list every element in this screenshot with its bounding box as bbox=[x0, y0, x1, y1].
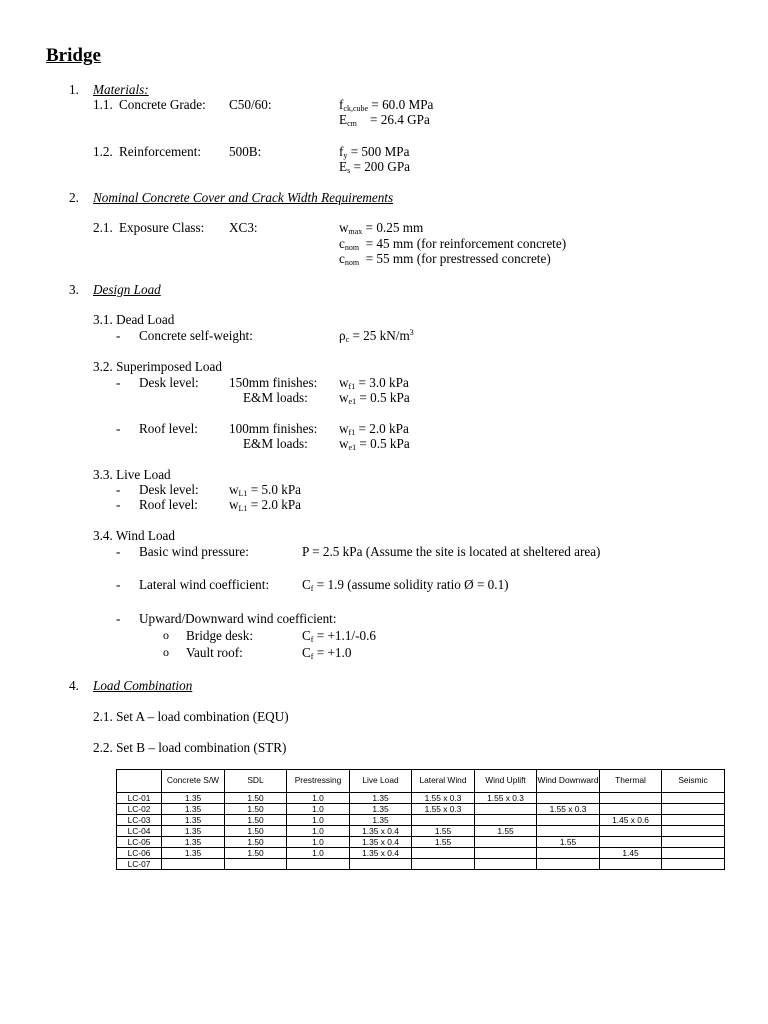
basic-wind-pressure-value: P = 2.5 kPa (Assume the site is located at sheltered area) bbox=[302, 544, 601, 559]
dead-load-heading: 3.1. Dead Load bbox=[93, 312, 175, 327]
section-4-heading: Load Combination bbox=[93, 678, 193, 693]
dash: - bbox=[116, 611, 121, 626]
desk-we-line: $w_{e1} = 0.5$ kPa bbox=[339, 390, 410, 406]
page-title: Bridge bbox=[46, 45, 101, 66]
bullet: o bbox=[163, 628, 169, 642]
live-roof-label: Roof level: bbox=[139, 497, 198, 512]
table-cell bbox=[600, 793, 662, 804]
table-cell bbox=[412, 848, 475, 859]
desk-em-label: E&M loads: bbox=[243, 390, 308, 405]
table-cell bbox=[537, 826, 600, 837]
dash: - bbox=[116, 375, 121, 390]
dash: - bbox=[116, 577, 121, 592]
superimposed-load-heading: 3.2. Superimposed Load bbox=[93, 359, 222, 374]
table-cell bbox=[475, 804, 537, 815]
wmax-line: $w_{max} = 0.25$ mm bbox=[339, 220, 424, 236]
header-seismic: Seismic bbox=[662, 770, 725, 793]
table-cell: 1.35 bbox=[162, 804, 225, 815]
table-cell: 1.55 bbox=[412, 837, 475, 848]
header-cell bbox=[117, 770, 162, 793]
concrete-grade-value: C50/60: bbox=[229, 97, 272, 112]
table-cell: 1.0 bbox=[287, 837, 350, 848]
table-cell: 1.35 bbox=[162, 826, 225, 837]
live-load-heading: 3.3. Live Load bbox=[93, 467, 171, 482]
table-cell: 1.45 x 0.6 bbox=[600, 815, 662, 826]
table-cell bbox=[350, 859, 412, 870]
rho-line: $\rho_c = 25$ $kN/m^3$ bbox=[339, 328, 414, 344]
header-concrete-sw: Concrete S/W bbox=[162, 770, 225, 793]
row-label-cell: LC-06 bbox=[117, 848, 162, 859]
fy-line: $f_y = 500$ MPa bbox=[339, 144, 410, 160]
table-cell: 1.35 bbox=[162, 837, 225, 848]
header-sdl: SDL bbox=[225, 770, 287, 793]
dash: - bbox=[116, 497, 121, 512]
table-cell bbox=[662, 804, 725, 815]
header-thermal: Thermal bbox=[600, 770, 662, 793]
live-desk-label: Desk level: bbox=[139, 482, 199, 497]
set-a-line: 2.1. Set A – load combination (EQU) bbox=[93, 709, 289, 724]
table-cell: 1.35 bbox=[350, 815, 412, 826]
table-cell bbox=[600, 804, 662, 815]
table-cell: 1.50 bbox=[225, 826, 287, 837]
bridge-desk-label: Bridge desk: bbox=[186, 628, 254, 643]
concrete-grade-label: Concrete Grade: bbox=[119, 97, 206, 112]
table-cell bbox=[162, 859, 225, 870]
table-cell bbox=[662, 848, 725, 859]
table-cell: 1.0 bbox=[287, 815, 350, 826]
roof-em-label: E&M loads: bbox=[243, 436, 308, 451]
roof-wf-line: $w_{f1} = 2.0$ kPa bbox=[339, 421, 409, 437]
reinforcement-value: 500B: bbox=[229, 144, 262, 159]
table-cell bbox=[475, 848, 537, 859]
table-cell: 1.35 bbox=[162, 815, 225, 826]
section-1-number: 1. bbox=[69, 82, 79, 97]
header-wind-uplift: Wind Uplift bbox=[475, 770, 537, 793]
table-cell: 1.55 x 0.3 bbox=[537, 804, 600, 815]
table-cell: 1.50 bbox=[225, 804, 287, 815]
item-1-1-number: 1.1. bbox=[93, 97, 113, 112]
reinforcement-label: Reinforcement: bbox=[119, 144, 202, 159]
table-cell bbox=[537, 859, 600, 870]
table-cell: 1.45 bbox=[600, 848, 662, 859]
table-cell bbox=[225, 859, 287, 870]
cnom-ps-line: $c_{nom} = 55$ mm (for prestressed concrete) bbox=[339, 251, 551, 267]
row-label-cell: LC-03 bbox=[117, 815, 162, 826]
table-cell: 1.35 bbox=[162, 848, 225, 859]
table-row bbox=[117, 804, 725, 815]
cnom-rc-line: $c_{nom} = 45$ mm (for reinforcement concrete) bbox=[339, 236, 567, 252]
table-cell bbox=[600, 859, 662, 870]
table-header-row bbox=[117, 770, 725, 793]
table-cell: 1.35 bbox=[350, 804, 412, 815]
dash: - bbox=[116, 421, 121, 436]
header-wind-downward: Wind Downward bbox=[537, 770, 600, 793]
set-b-line: 2.2. Set B – load combination (STR) bbox=[93, 740, 287, 755]
live-roof-line: $w_{L1} = 2.0$ kPa bbox=[229, 497, 302, 513]
table-cell bbox=[287, 859, 350, 870]
row-label-cell: LC-07 bbox=[117, 859, 162, 870]
table-cell: 1.50 bbox=[225, 848, 287, 859]
exposure-class-label: Exposure Class: bbox=[119, 220, 205, 235]
concrete-self-weight-label: Concrete self-weight: bbox=[139, 328, 253, 343]
dash: - bbox=[116, 328, 121, 343]
table-cell bbox=[662, 815, 725, 826]
lateral-wind-coefficient-value: $C_f = 1.9$ (assume solidity ratio Ø = 0.1) bbox=[302, 577, 509, 593]
table-cell: 1.50 bbox=[225, 793, 287, 804]
wind-load-heading: 3.4. Wind Load bbox=[93, 528, 176, 543]
row-label-cell: LC-02 bbox=[117, 804, 162, 815]
table-cell: 1.35 x 0.4 bbox=[350, 837, 412, 848]
header-live-load: Live Load bbox=[350, 770, 412, 793]
table-cell bbox=[600, 837, 662, 848]
table-cell: 1.55 bbox=[475, 826, 537, 837]
ecm-line: $E_{cm}$ = 26.4 GPa bbox=[339, 112, 430, 128]
table-cell bbox=[412, 859, 475, 870]
updown-wind-coefficient-label: Upward/Downward wind coefficient: bbox=[139, 611, 337, 626]
table-cell: 1.35 x 0.4 bbox=[350, 826, 412, 837]
roof-we-line: $w_{e1} = 0.5$ kPa bbox=[339, 436, 410, 452]
table-cell: 1.50 bbox=[225, 815, 287, 826]
table-cell bbox=[662, 826, 725, 837]
table-cell: 1.0 bbox=[287, 793, 350, 804]
desk-wf-line: $w_{f1} = 3.0$ kPa bbox=[339, 375, 409, 391]
desk-level-label: Desk level: bbox=[139, 375, 199, 390]
fck-line: $f_{ck,cube} = 60.0$ MPa bbox=[339, 97, 434, 113]
section-3-heading: Design Load bbox=[93, 282, 161, 297]
table-cell bbox=[537, 815, 600, 826]
table-cell bbox=[662, 859, 725, 870]
live-desk-line: $w_{L1} = 5.0$ kPa bbox=[229, 482, 302, 498]
basic-wind-pressure-label: Basic wind pressure: bbox=[139, 544, 249, 559]
table-row bbox=[117, 837, 725, 848]
table-cell bbox=[412, 815, 475, 826]
load-combination-table bbox=[116, 769, 725, 870]
section-2-heading: Nominal Concrete Cover and Crack Width Requirements bbox=[93, 190, 394, 205]
dash: - bbox=[116, 544, 121, 559]
header-lateral-wind: Lateral Wind bbox=[412, 770, 475, 793]
table-cell bbox=[662, 837, 725, 848]
table-cell: 1.55 bbox=[537, 837, 600, 848]
row-label-cell: LC-05 bbox=[117, 837, 162, 848]
table-row bbox=[117, 859, 725, 870]
section-2-number: 2. bbox=[69, 190, 79, 205]
es-line: $E_s = 200$ GPa bbox=[339, 159, 411, 175]
table-cell bbox=[475, 859, 537, 870]
table-cell: 1.55 x 0.3 bbox=[412, 793, 475, 804]
lateral-wind-coefficient-label: Lateral wind coefficient: bbox=[139, 577, 270, 592]
section-3-number: 3. bbox=[69, 282, 79, 297]
table-cell bbox=[662, 793, 725, 804]
table-row bbox=[117, 793, 725, 804]
table-cell bbox=[537, 793, 600, 804]
table-cell bbox=[600, 826, 662, 837]
exposure-class-value: XC3: bbox=[229, 220, 258, 235]
roof-finishes-label: 100mm finishes: bbox=[229, 421, 318, 436]
header-prestressing: Prestressing bbox=[287, 770, 350, 793]
table-cell bbox=[537, 848, 600, 859]
table-cell: 1.35 x 0.4 bbox=[350, 848, 412, 859]
roof-level-label: Roof level: bbox=[139, 421, 198, 436]
table-cell: 1.35 bbox=[162, 793, 225, 804]
table-row bbox=[117, 848, 725, 859]
row-label-cell: LC-01 bbox=[117, 793, 162, 804]
table-cell: 1.55 x 0.3 bbox=[475, 793, 537, 804]
bridge-desk-value: $C_f = +1.1/-0.6$ bbox=[302, 628, 376, 644]
desk-finishes-label: 150mm finishes: bbox=[229, 375, 318, 390]
table-cell: 1.55 x 0.3 bbox=[412, 804, 475, 815]
row-label-cell: LC-04 bbox=[117, 826, 162, 837]
table-cell: 1.55 bbox=[412, 826, 475, 837]
vault-roof-value: $C_f = +1.0$ bbox=[302, 645, 352, 661]
table-cell bbox=[475, 815, 537, 826]
table-cell: 1.50 bbox=[225, 837, 287, 848]
item-1-2-number: 1.2. bbox=[93, 144, 113, 159]
table-row bbox=[117, 815, 725, 826]
table-cell: 1.0 bbox=[287, 826, 350, 837]
table-cell: 1.0 bbox=[287, 848, 350, 859]
table-cell: 1.0 bbox=[287, 804, 350, 815]
vault-roof-label: Vault roof: bbox=[186, 645, 243, 660]
table-row bbox=[117, 826, 725, 837]
section-1-heading: Materials: bbox=[93, 82, 149, 97]
section-4-number: 4. bbox=[69, 678, 79, 693]
bullet: o bbox=[163, 645, 169, 659]
dash: - bbox=[116, 482, 121, 497]
table-cell bbox=[475, 837, 537, 848]
table-cell: 1.35 bbox=[350, 793, 412, 804]
item-2-1-number: 2.1. bbox=[93, 220, 113, 235]
